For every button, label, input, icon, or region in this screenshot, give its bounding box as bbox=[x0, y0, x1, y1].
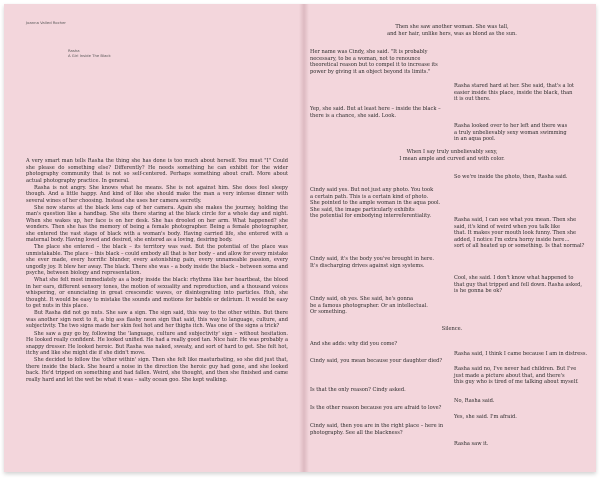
text-line: Cindy said, oh yes. She said, he's gonna bbox=[310, 296, 414, 302]
running-head: Joanna Valled Rocher bbox=[26, 20, 66, 25]
text-line: a certain path. This is a certain kind of photo. bbox=[310, 193, 429, 200]
dialogue-block bbox=[310, 296, 428, 316]
text-line: sort of all heated up or something. Is that normal? bbox=[454, 243, 585, 250]
text-line: be a famous photographer. Or an intellectual. bbox=[310, 302, 428, 309]
left-body-text bbox=[26, 158, 288, 384]
dialogue-block bbox=[454, 217, 584, 250]
story-subtitle bbox=[68, 48, 111, 58]
dialogue-block bbox=[308, 149, 596, 162]
dialogue-block bbox=[454, 398, 494, 405]
paragraph: A very smart man tells Rasha the thing she has done is too much about herself. You must "I" Could she please do something else? Differently? He needs something he can exhibit for the wider photography community that is not so self-centered. Perhaps something about craft. More about actual photography practice. In general. bbox=[26, 158, 288, 184]
text-line: It's discharging drives against sign systems. bbox=[310, 262, 425, 269]
text-line: necessary, to be a woman, not to renounce bbox=[310, 55, 421, 62]
text-line: Cindy said, it's the body you've brought in here. bbox=[310, 256, 434, 262]
left-page bbox=[4, 4, 300, 472]
text-line: Or something. bbox=[310, 309, 347, 316]
text-line: Is that the only reason? Cindy asked. bbox=[310, 387, 406, 393]
text-line: Cindy said yes. But not just any photo. You took bbox=[310, 187, 434, 193]
text-line: Rasha said, I think I came because I am in distress. bbox=[454, 351, 588, 357]
paragraph: The place she entered – the black – its territory was vast. But the potential of the place was unmistakable. The place – this black – could embody all that is her body – and allow for every mistake she ever made, every horrific blunder, every astonishing pain, every unnameable passion, every ungodly joy. It blew her away. The black. There she was – a body inside the black – between soma and psyche, between biology and representation. bbox=[26, 244, 288, 277]
text-line: And she adds: why did you come? bbox=[310, 341, 398, 347]
text-line: photography. See all the blackness? bbox=[310, 429, 403, 436]
dialogue-block bbox=[454, 351, 587, 358]
text-line: and her hair, unlike hers, was as blond as the sun. bbox=[387, 30, 517, 37]
text-line: Is the other reason because you are afraid to love? bbox=[310, 405, 442, 411]
text-line: Cool, she said. I don't know what happened to bbox=[454, 275, 574, 281]
paragraph: Rasha is not angry. She knows what he means. She is not against him. She does feel sleepy though. And a little happy. And kind of like she should make the man a very intense dinner with several wines of her choosing. Instead she uses her camera secretly. bbox=[26, 184, 288, 204]
text-line: said, it's kind of weird when you talk like bbox=[454, 223, 561, 230]
dialogue-block bbox=[454, 366, 579, 386]
text-line: Yes, she said. I'm afraid. bbox=[454, 414, 517, 420]
text-line: Rasha said no, I've never had children. But I've bbox=[454, 366, 577, 372]
dialogue-block bbox=[454, 414, 517, 421]
dialogue-block bbox=[454, 441, 488, 448]
dialogue-block bbox=[454, 123, 567, 143]
text-line: Rasha looked over to her left and there was bbox=[454, 123, 568, 129]
text-line: that guy that tripped and fell down. Rasha asked, bbox=[454, 281, 582, 288]
text-line: Her name was Cindy, she said. "It is probably bbox=[310, 49, 428, 55]
dialogue-block bbox=[454, 83, 574, 103]
text-line: Rasha said, I can see what you mean. Then she bbox=[454, 217, 577, 223]
text-line: that. It makes your mouth look funny. Then she bbox=[454, 230, 577, 237]
text-line: I mean ample and curved and with color. bbox=[399, 155, 505, 162]
paragraph: But Rasha did not go nuts. She saw a sign. The sign said, this way to the other within. But there was another sign next to it, a big ass flashy neon sign that said, this way to language, culture, and subjectivity. The two signs made her skin feel hot and her thighs itch. Was one of the signs a trick? bbox=[26, 310, 288, 330]
text-line: Rasha saw it. bbox=[454, 441, 489, 447]
text-line: No, Rasha said. bbox=[454, 398, 495, 404]
dialogue-block bbox=[310, 405, 441, 412]
dialogue-block bbox=[310, 256, 434, 269]
text-line: Rasha stared hard at her. She said, that's a lot bbox=[454, 83, 574, 89]
text-line: power by giving it an object beyond its limits." bbox=[310, 68, 431, 75]
right-page bbox=[308, 4, 596, 472]
dialogue-block bbox=[310, 358, 442, 365]
text-line: Silence. bbox=[441, 326, 463, 332]
dialogue-block bbox=[310, 187, 440, 220]
dialogue-block bbox=[310, 49, 438, 75]
dialogue-block bbox=[454, 174, 568, 181]
text-line: Cindy said, you mean because your daughter died? bbox=[310, 358, 443, 364]
text-line: theoretical reason but to compel it to increase its bbox=[310, 62, 438, 69]
text-line: a truly unbelievably sexy woman swimming bbox=[454, 129, 567, 136]
text-line: Then she saw another woman. She was tall, bbox=[395, 24, 509, 30]
dialogue-block bbox=[310, 106, 441, 119]
text-line: easier inside this place, inside the black, than bbox=[454, 89, 573, 96]
text-line: She pointed to the ample woman in the aqua pool. bbox=[310, 200, 441, 207]
subtitle-line: A Girl Inside The Black bbox=[68, 53, 111, 58]
paragraph: She now stares at the black lens cap of her camera. Again she makes the journey, holding the man's question like a handbag. She sits there staring at the black circle for a whole day and night. When she wakes up, her face is on her desk. She has drooled on her arm. What happened? she wonders. Then she has the memory of being a female photographer. Being a female photographer, she entered the vast stage of black with a woman's body. Having carried life, she entered with a maternal body. Having loved and desired, she entered as a loving, desiring body. bbox=[26, 204, 288, 244]
text-line: just made a picture about that, and there's bbox=[454, 372, 565, 379]
text-line: added, I notice I'm extra horny inside here… bbox=[454, 236, 570, 243]
paragraph: She decided to follow the 'other within' sign. Then she felt like masturbating, so she did just that, there inside the black. She heard a noise in the direction the heroic guy had gone, and she looked back. He'd tripped on something and had fallen. Weird, she thought, and then she finished and came really hard and let the wet be what it was – salty ocean goo. She kept walking. bbox=[26, 357, 288, 383]
text-line: Yep, she said. But at least here – inside the black – bbox=[310, 106, 441, 112]
paragraph: What she felt most immediately as a body inside the black: rhythms like her heartbeat, the blood in her ears, different sensory tones, the motion of sexuality and reproduction, and a thousand voices whispering, or enunciating in great crescendic waves, or disintegrating into particles. Huh, she thought. It would be easy to mistake the sounds and motions for babble or delirium. It would be easy to get nuts in this place. bbox=[26, 277, 288, 310]
paragraph: She saw a guy go by, following the 'language, culture and subjectivity' sign – without hesitation. He looked really confident. He looked unified. He had a really good tan. Nice hair. He was probably a snappy dresser. He looked heroic. But Rasha was naked, sweaty, and sort of hard to get. She felt hot, itchy and like she might die if she didn't move. bbox=[26, 330, 288, 357]
dialogue-block bbox=[310, 341, 397, 348]
text-line: this guy who is tired of me talking about myself. bbox=[454, 379, 579, 386]
text-line: When I say truly unbelievably sexy, bbox=[406, 149, 498, 155]
subtitle-line: Rasha bbox=[68, 48, 80, 53]
text-line: in an aqua pool. bbox=[454, 136, 496, 143]
open-booklet bbox=[4, 4, 596, 472]
text-line: So we're inside the photo, then, Rasha said. bbox=[454, 174, 568, 180]
text-line: the potential for embodying interreferentiality. bbox=[310, 213, 432, 220]
dialogue-block bbox=[310, 387, 406, 394]
text-line: there is a chance, she said. Look. bbox=[310, 112, 397, 119]
text-line: She said, the image particularly exhibits bbox=[310, 206, 415, 213]
dialogue-block bbox=[310, 423, 443, 436]
dialogue-block bbox=[308, 326, 596, 333]
dialogue-block bbox=[308, 24, 596, 37]
dialogue-block bbox=[454, 275, 582, 295]
text-line: Cindy said, then you are in the right place – here in bbox=[310, 423, 444, 429]
text-line: is he gonna be ok? bbox=[454, 288, 503, 295]
text-line: it is out there. bbox=[454, 96, 491, 103]
